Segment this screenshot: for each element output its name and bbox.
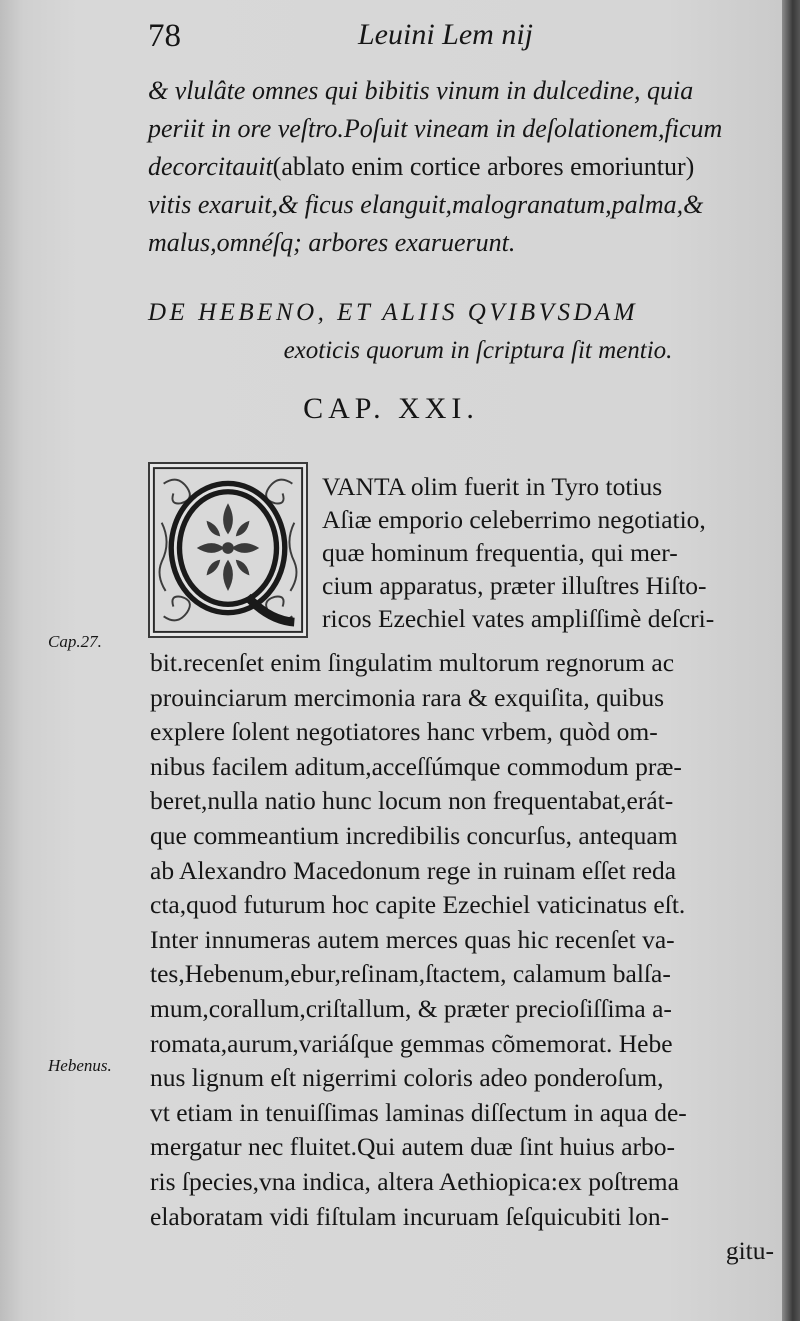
ornamental-initial-q-icon	[148, 462, 308, 638]
margin-note-cap27: Cap.27.	[48, 632, 102, 651]
drop-initial-graphic	[150, 464, 306, 636]
page-gutter-shadow	[782, 0, 800, 1321]
text-line: bit.recenſet enim ſingulatim multorum regnorum ac	[150, 648, 675, 677]
running-title: Leuini Lem nij	[358, 18, 534, 51]
text-line: Aſiæ emporio celeberrimo negotiatio,	[322, 505, 706, 534]
text-line: mergatur nec fluitet.Qui autem duæ ſint huius arbo-	[150, 1132, 675, 1162]
section-heading	[148, 294, 772, 370]
text-line: vitis exaruit,& ficus elanguit,malogranatum,palma,&	[148, 190, 704, 219]
text-line: nus lignum eſt nigerrimi coloris adeo ponderoſum,	[150, 1063, 664, 1093]
text-line: cium apparatus, præter illuſtres Hiſto-	[322, 571, 707, 600]
text-line: beret,nulla natio hunc locum non frequentabat,erát-	[150, 786, 674, 816]
text-line: cta,quod futurum hoc capite Ezechiel vaticinatus eſt.	[150, 890, 686, 920]
section-heading-line-2: exoticis quorum in ſcriptura ſit mentio.	[283, 337, 673, 364]
text-line: nibus facilem aditum,acceſſúmque commodum præ-	[150, 751, 682, 781]
page-number: 78	[148, 18, 181, 54]
text-line: explere ſolent negotiatores hanc vrbem, quòd om-	[150, 717, 658, 747]
body-text	[150, 646, 774, 1269]
text-line: prouinciarum mercimonia rara & exquiſita, quibus	[150, 682, 665, 712]
previous-section-text	[148, 72, 772, 262]
text-fragment-italic: decorcitauit	[148, 152, 273, 181]
catchword: gitu-	[725, 1236, 774, 1266]
text-line: quæ hominum frequentia, qui mer-	[322, 538, 678, 567]
chapter-label: CAP. XXI.	[303, 392, 479, 425]
text-line: & vlulâte omnes qui bibitis vinum in dulcedine, quia	[148, 76, 694, 105]
text-line: elaboratam vidi fiſtulam incuruam ſeſquicubiti lon-	[150, 1201, 670, 1231]
text-line: periit in ore veſtro.Poſuit vineam in deſolationem,ficum	[148, 114, 723, 143]
section-heading-line-1: DE HEBENO, ET ALIIS QVIBVSDAM	[148, 299, 639, 326]
text-line: ab Alexandro Macedonum rege in ruinam eſſet reda	[150, 855, 677, 885]
text-line: malus,omnéſq; arbores exaruerunt.	[148, 228, 516, 257]
text-line: vt etiam in tenuiſſimas laminas diſſectum in aqua de-	[150, 1097, 687, 1127]
text-line: VANTA olim fuerit in Tyro totius	[322, 472, 663, 501]
text-line: mum,corallum,criſtallum, & præter precioſiſſima a-	[150, 993, 672, 1023]
page-header	[148, 18, 768, 62]
text-line: Inter innumeras autem merces quas hic recenſet va-	[150, 924, 675, 954]
text-line: ricos Ezechiel vates ampliſſimè deſcri-	[322, 604, 715, 633]
text-line: romata,aurum,variáſque gemmas cõmemorat. Hebe	[150, 1028, 673, 1058]
text-fragment-roman: (ablato enim cortice arbores emoriuntur)	[272, 152, 695, 181]
text-line: tes,Hebenum,ebur,reſinam,ſtactem, calamum balſa-	[150, 959, 671, 989]
opening-lines	[322, 470, 772, 635]
text-line: ris ſpecies,vna indica, altera Aethiopica:ex poſtrema	[150, 1166, 679, 1196]
text-line	[148, 148, 772, 186]
margin-note-hebenus: Hebenus.	[48, 1056, 112, 1075]
text-line: que commeantium incredibilis concurſus, antequam	[150, 820, 678, 850]
